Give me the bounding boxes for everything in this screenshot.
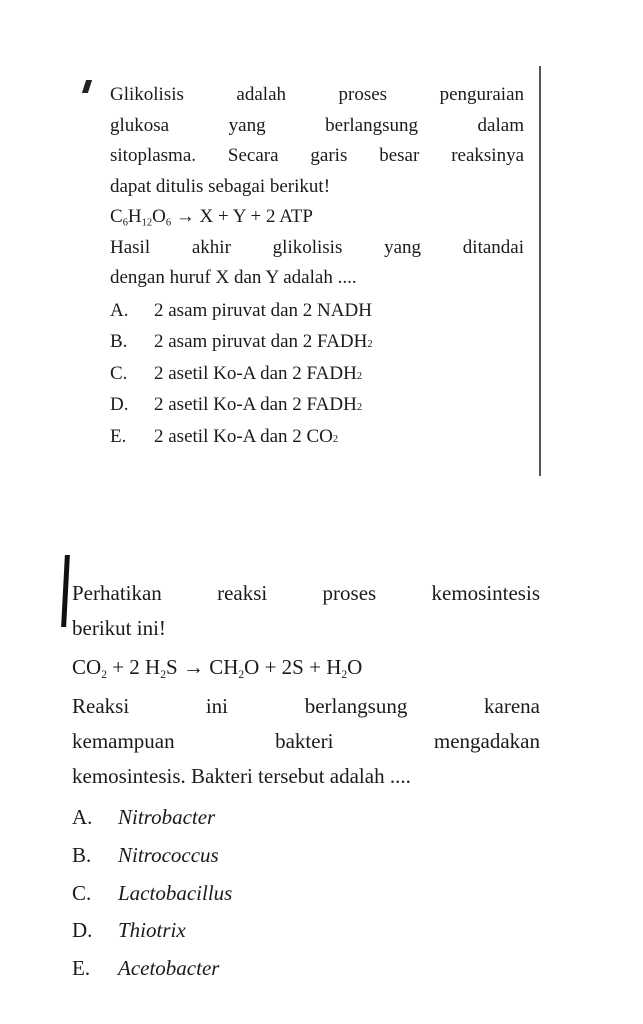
stem-line: glukosa yang berlangsung dalam: [110, 114, 524, 136]
prompt-line: kemampuan bakteri mengadakan: [72, 729, 540, 753]
stem-line: Glikolisis adalah proses penguraian: [110, 84, 524, 105]
option-b[interactable]: B. 2 asam piruvat dan 2 FADH 2: [110, 331, 373, 352]
option-d[interactable]: D. 2 asetil Ko-A dan 2 FADH 2: [110, 394, 363, 415]
chemosynthesis-equation: $CO_2 + 2$ $H_2S \to CH_2O + 2S + H_2O$: [72, 655, 363, 682]
option-c[interactable]: C. 2 asetil Ko-A dan 2 FADH 2: [110, 362, 363, 384]
question-2: [72, 576, 540, 989]
margin-bar: [61, 555, 70, 627]
reaction-arrow: →: [182, 655, 204, 679]
reaction-arrow: →: [175, 206, 195, 227]
question-2-options: [72, 800, 540, 989]
option-c[interactable]: C. Lactobacillus: [72, 880, 233, 905]
option-e[interactable]: E. Acetobacter: [72, 956, 220, 981]
prompt-line: Hasil akhir glikolisis yang ditandai: [110, 236, 524, 258]
question-1: [110, 80, 524, 453]
prompt-line: Reaksi ini berlangsung karena: [72, 694, 540, 718]
question-2-prompt: [72, 689, 540, 794]
stem-line: Perhatikan reaksi proses kemosintesis: [72, 581, 540, 605]
margin-tick-mark: [82, 80, 92, 93]
page-margin-line: [539, 66, 541, 476]
question-1-prompt: [110, 233, 524, 294]
stem-line: sitoplasma. Secara garis besar reaksinya: [110, 145, 524, 166]
option-d[interactable]: D. Thiotrix: [72, 918, 186, 943]
option-b[interactable]: B. Nitrococcus: [72, 842, 219, 867]
stem-line: dapat ditulis sebagai berikut!: [110, 175, 331, 197]
glycolysis-equation: $C_6H_{12}O_6 \to X + Y + 2$ ATP: [110, 206, 313, 229]
question-1-options: [110, 296, 524, 454]
option-e[interactable]: E. 2 asetil Ko-A dan 2 CO 2: [110, 425, 339, 447]
prompt-line: dengan huruf X dan Y adalah ....: [110, 267, 357, 288]
stem-line: berikut ini!: [72, 616, 166, 640]
prompt-line: kemosintesis. Bakteri tersebut adalah ....: [72, 764, 411, 788]
equation-products: X + Y + 2 ATP: [199, 206, 313, 227]
question-1-stem: [110, 80, 524, 202]
option-a[interactable]: A. 2 asam piruvat dan 2 NADH: [110, 299, 372, 321]
option-a[interactable]: A. Nitrobacter: [72, 805, 216, 829]
question-2-stem: [72, 576, 540, 646]
